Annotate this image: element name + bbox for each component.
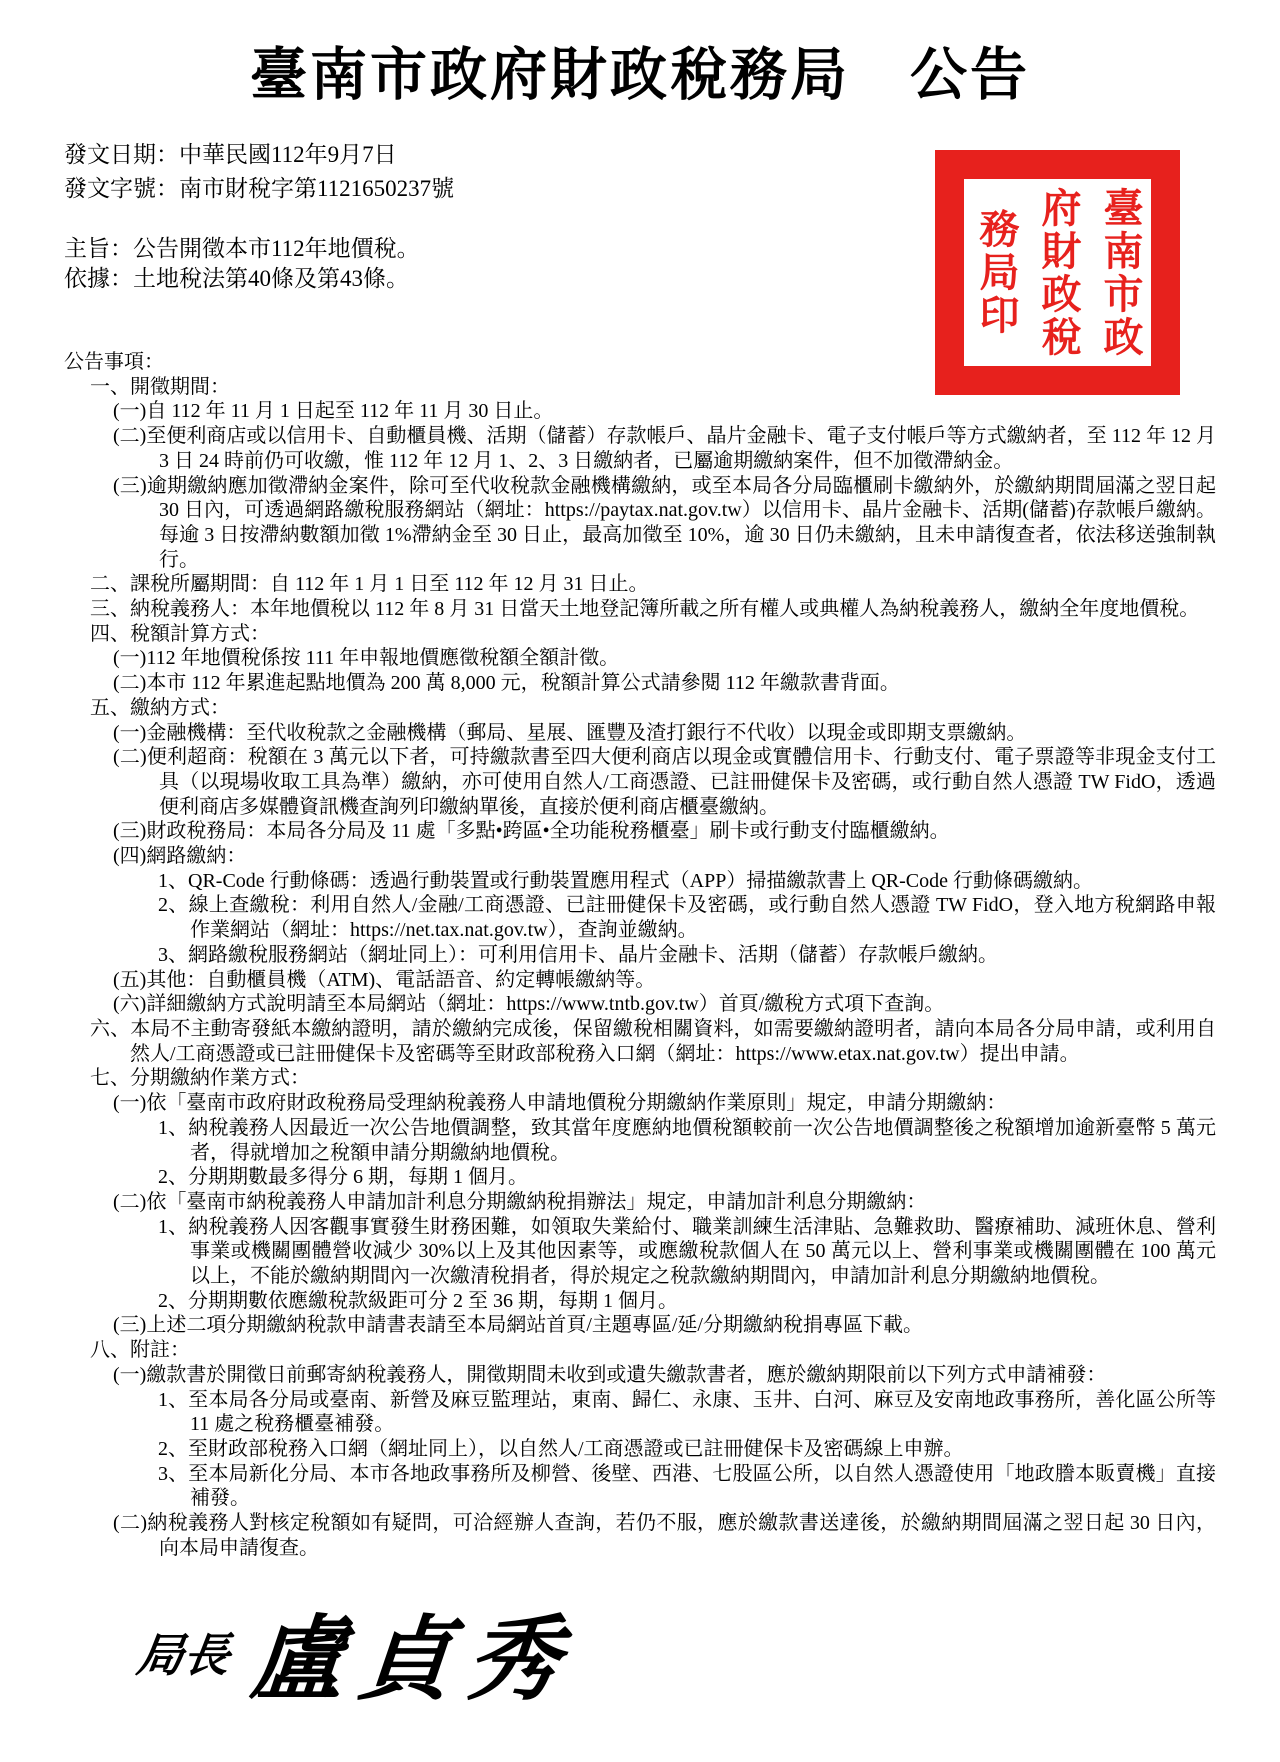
doc-paragraph: (三)逾期繳納應加徵滯納金案件，除可至代收稅款金融機構繳納，或至本局各分局臨櫃刷卡繳納外，於繳納期間屆滿之翌日起 30 日內，可透過網路繳稅服務網站（網址：https://paytax.nat.gov.tw）以信用卡、晶片金融卡、活期(儲蓄)存款帳戶繳納。每逾 3 日按滯納數額加徵 1%滯納金至 30 日止，最高加徵至 10%，逾 30 日仍未繳納，且未申請復查者，依法移送強制執行。: [113, 474, 1216, 571]
doc-paragraph: 2、至財政部稅務入口網（網址同上），以自然人/工商憑證或已註冊健保卡及密碼線上申辦。: [158, 1437, 964, 1460]
doc-paragraph: 六、本局不主動寄發紙本繳納證明，請於繳納完成後，保留繳稅相關資料，如需要繳納證明者，請向本局各分局申請，或利用自然人/工商憑證或已註冊健保卡及密碼等至財政部稅務入口網（網址：https://www.etax.nat.gov.tw）提出申請。: [90, 1017, 1216, 1065]
signature-title: 局長: [133, 1630, 234, 1682]
doc-number: 發文字號：南市財稅字第1121650237號: [64, 176, 455, 201]
doc-paragraph: 三、納稅義務人：本年地價稅以 112 年 8 月 31 日當天土地登記簿所載之所有權人或典權人為納稅義務人，繳納全年度地價稅。: [90, 598, 1200, 621]
doc-paragraph: 1、至本局各分局或臺南、新營及麻豆監理站，東南、歸仁、永康、玉井、白河、麻豆及安南地政事務所，善化區公所等 11 處之稅務櫃臺補發。: [158, 1388, 1216, 1436]
doc-paragraph: (一)112 年地價稅係按 111 年申報地價應徵稅額全額計徵。: [113, 647, 620, 670]
doc-paragraph: 2、分期期數依應繳稅款級距可分 2 至 36 期，每期 1 個月。: [158, 1289, 678, 1312]
page-title: 臺南市政府財政稅務局 公告: [250, 44, 1030, 107]
signature-name: 盧貞秀: [246, 1609, 580, 1712]
doc-paragraph: (一)金融機構：至代收稅款之金融機構（郵局、星展、匯豐及渣打銀行不代收）以現金或即期支票繳納。: [113, 721, 1027, 744]
doc-paragraph: 八、附註：: [90, 1339, 190, 1362]
doc-paragraph: (二)依「臺南市納稅義務人申請加計利息分期繳納稅捐辦法」規定，申請加計利息分期繳納：: [113, 1190, 927, 1213]
doc-paragraph: 2、分期期數最多得分 6 期，每期 1 個月。: [158, 1166, 528, 1189]
official-seal-text: 臺南市政府財政稅務局印: [964, 179, 1151, 366]
doc-paragraph: 3、網路繳稅服務網站（網址同上）：可利用信用卡、晶片金融卡、活期（儲蓄）存款帳戶繳納。: [158, 943, 998, 966]
doc-paragraph: (二)本市 112 年累進起點地價為 200 萬 8,000 元，稅額計算公式請參閱 112 年繳款書背面。: [113, 672, 900, 695]
doc-paragraph: (一)繳款書於開徵日前郵寄納稅義務人，開徵期間未收到或遺失繳款書者，應於繳納期限前以下列方式申請補發：: [113, 1363, 1107, 1386]
doc-paragraph: 1、納稅義務人因客觀事實發生財務困難，如領取失業給付、職業訓練生活津貼、急難救助、醫療補助、減班休息、營利事業或機關團體營收減少 30%以上及其他因素等，或應繳稅款個人在 50 萬元以上、營利事業或機關團體在 100 萬元以上，不能於繳納期間內一次繳清稅捐者，得於規定之稅款繳納期間內，申請加計利息分期繳納地價稅。: [158, 1215, 1216, 1288]
subject-line: 主旨：公告開徵本市112年地價稅。: [64, 236, 420, 261]
doc-paragraph: (六)詳細繳納方式說明請至本局網站（網址：https://www.tntb.gov.tw）首頁/繳稅方式項下查詢。: [113, 993, 945, 1016]
doc-paragraph: 3、至本局新化分局、本市各地政事務所及柳營、後壁、西港、七股區公所，以自然人憑證使用「地政謄本販賣機」直接補發。: [158, 1462, 1216, 1510]
doc-paragraph: (三)財政稅務局：本局各分局及 11 處「多點•跨區•全功能稅務櫃臺」刷卡或行動支付臨櫃繳納。: [113, 820, 950, 843]
announcement-body: [64, 350, 1216, 1560]
official-seal: [935, 150, 1180, 395]
doc-paragraph: 一、開徵期間：: [90, 375, 230, 398]
doc-paragraph: (二)納稅義務人對核定稅額如有疑問，可洽經辦人查詢，若仍不服，應於繳款書送達後，於繳納期間屆滿之翌日起 30 日內，向本局申請復查。: [113, 1512, 1216, 1559]
doc-paragraph: (四)網路繳納：: [113, 845, 247, 868]
doc-paragraph: 七、分期繳納作業方式：: [90, 1067, 310, 1090]
director-signature: [133, 1586, 1216, 1718]
doc-paragraph: 公告事項：: [64, 351, 164, 373]
doc-paragraph: (一)依「臺南市政府財政稅務局受理納稅義務人申請地價稅分期繳納作業原則」規定，申請分期繳納：: [113, 1092, 1007, 1115]
doc-paragraph: 2、線上查繳稅：利用自然人/金融/工商憑證、已註冊健保卡及密碼，或行動自然人憑證 TW FidO，登入地方稅網路申報作業網站（網址：https://net.tax.nat.gov.tw），查詢並繳納。: [158, 894, 1216, 942]
doc-paragraph: (五)其他：自動櫃員機（ATM)、電話語音、約定轉帳繳納等。: [113, 968, 656, 991]
doc-paragraph: 五、繳納方式：: [90, 696, 230, 719]
doc-paragraph: 二、課稅所屬期間：自 112 年 1 月 1 日至 112 年 12 月 31 日止。: [90, 573, 649, 596]
doc-paragraph: (二)至便利商店或以信用卡、自動櫃員機、活期（儲蓄）存款帳戶、晶片金融卡、電子支付帳戶等方式繳納者，至 112 年 12 月 3 日 24 時前仍可收繳，惟 112 年 12 月 1、2、3 日繳納者，已屬逾期繳納案件，但不加徵滯納金。: [113, 425, 1216, 472]
doc-paragraph: (一)自 112 年 11 月 1 日起至 112 年 11 月 30 日止。: [113, 400, 554, 423]
issued-date: 發文日期：中華民國112年9月7日: [64, 142, 397, 167]
doc-paragraph: 1、納稅義務人因最近一次公告地價調整，致其當年度應納地價稅額較前一次公告地價調整後之稅額增加逾新臺幣 5 萬元者，得就增加之稅額申請分期繳納地價稅。: [158, 1116, 1216, 1164]
doc-paragraph: (三)上述二項分期繳納稅款申請書表請至本局網站首頁/主題專區/延/分期繳納稅捐專區下載。: [113, 1314, 923, 1337]
basis-line: 依據：土地稅法第40條及第43條。: [64, 266, 409, 291]
doc-paragraph: 1、QR-Code 行動條碼：透過行動裝置或行動裝置應用程式（APP）掃描繳款書上 QR-Code 行動條碼繳納。: [158, 869, 1094, 892]
doc-paragraph: 四、稅額計算方式：: [90, 622, 270, 645]
doc-paragraph: (二)便利超商：稅額在 3 萬元以下者，可持繳款書至四大便利商店以現金或實體信用卡、行動支付、電子票證等非現金支付工具（以現場收取工具為準）繳納，亦可使用自然人/工商憑證、已註冊健保卡及密碼，或行動自然人憑證 TW FidO，透過便利商店多媒體資訊機查詢列印繳納單後，直接於便利商店櫃臺繳納。: [113, 746, 1216, 818]
